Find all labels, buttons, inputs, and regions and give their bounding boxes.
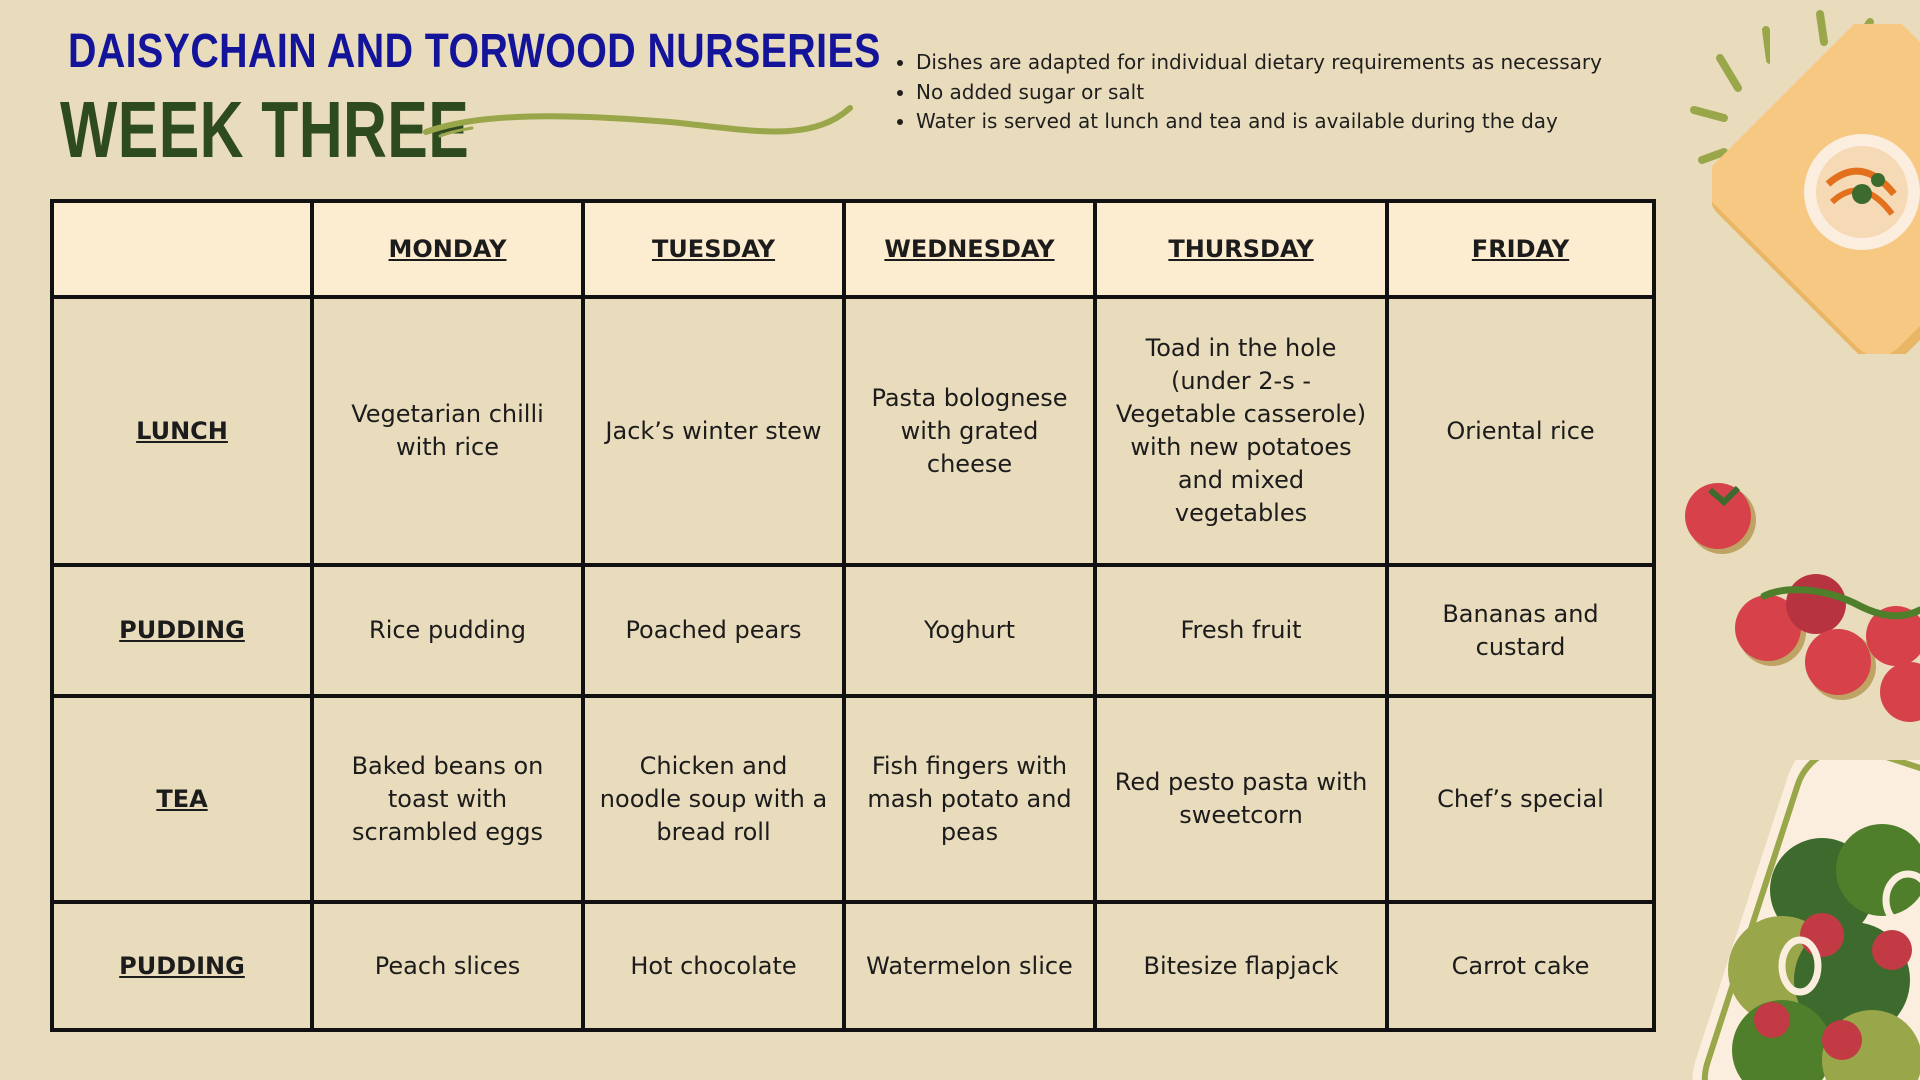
menu-cell: Fresh fruit <box>1095 565 1387 696</box>
menu-cell: Chicken and noodle soup with a bread roll <box>583 696 844 902</box>
menu-cell: Bitesize flapjack <box>1095 902 1387 1030</box>
day-header-wednesday: WEDNESDAY <box>844 201 1095 297</box>
day-header-monday: MONDAY <box>312 201 583 297</box>
cutting-board-icon <box>1712 24 1920 354</box>
table-row <box>52 902 1654 1030</box>
menu-cell: Fish fingers with mash potato and peas <box>844 696 1095 902</box>
note-item: • Dishes are adapted for individual dietary requirements as necessary <box>916 48 1602 78</box>
menu-cell: Peach slices <box>312 902 583 1030</box>
menu-table <box>50 199 1656 1032</box>
dietary-notes <box>890 48 1602 137</box>
day-header-friday: FRIDAY <box>1387 201 1654 297</box>
week-title: WEEK THREE <box>60 85 470 174</box>
nursery-name: DAISYCHAIN AND TORWOOD NURSERIES <box>68 25 881 78</box>
table-row <box>52 297 1654 565</box>
menu-cell: Poached pears <box>583 565 844 696</box>
row-label-pudding: PUDDING <box>52 565 312 696</box>
menu-cell: Baked beans on toast with scrambled eggs <box>312 696 583 902</box>
table-row <box>52 696 1654 902</box>
corner-cell <box>52 201 312 297</box>
salad-plate-icon <box>1672 760 1920 1080</box>
menu-cell: Chef’s special <box>1387 696 1654 902</box>
menu-cell: Oriental rice <box>1387 297 1654 565</box>
note-item: • No added sugar or salt <box>916 78 1602 108</box>
day-header-tuesday: TUESDAY <box>583 201 844 297</box>
menu-cell: Red pesto pasta with sweetcorn <box>1095 696 1387 902</box>
menu-cell: Carrot cake <box>1387 902 1654 1030</box>
menu-cell: Rice pudding <box>312 565 583 696</box>
menu-cell: Pasta bolognese with grated cheese <box>844 297 1095 565</box>
row-label-lunch: LUNCH <box>52 297 312 565</box>
menu-cell: Yoghurt <box>844 565 1095 696</box>
menu-cell: Watermelon slice <box>844 902 1095 1030</box>
menu-cell: Hot chocolate <box>583 902 844 1030</box>
table-row <box>52 565 1654 696</box>
swoosh-decoration <box>420 100 870 160</box>
menu-cell: Vegetarian chilli with rice <box>312 297 583 565</box>
menu-cell: Jack’s winter stew <box>583 297 844 565</box>
row-label-pudding: PUDDING <box>52 902 312 1030</box>
menu-cell: Bananas and custard <box>1387 565 1654 696</box>
tomatoes-icon <box>1680 480 1920 740</box>
menu-cell: Toad in the hole (under 2-s - Vegetable casserole) with new potatoes and mixed vegetables <box>1095 297 1387 565</box>
day-header-thursday: THURSDAY <box>1095 201 1387 297</box>
row-label-tea: TEA <box>52 696 312 902</box>
note-item: • Water is served at lunch and tea and is available during the day <box>916 107 1602 137</box>
header-row <box>52 201 1654 297</box>
